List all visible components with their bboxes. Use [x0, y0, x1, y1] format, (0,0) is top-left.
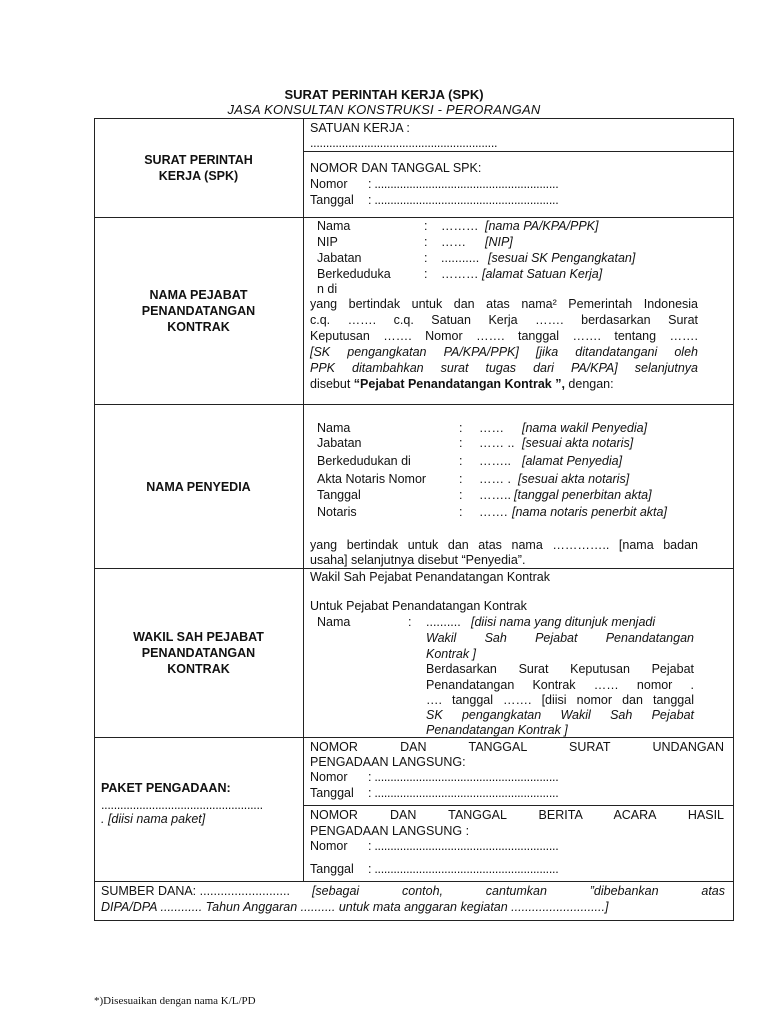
penyedia-field-dots: ……. — [479, 505, 508, 519]
berita-nomor-value: : .......................................................... — [368, 839, 559, 853]
satuan-kerja-label: SATUAN KERJA : — [310, 121, 410, 135]
penyedia-field-dots: …… . — [479, 472, 511, 486]
wakil-dasar-line: SK pengangkatan Wakil Sah Pejabat — [426, 708, 694, 722]
wakil-nama-label: Nama — [317, 615, 351, 629]
penyedia-field-dots: …….. — [479, 488, 511, 502]
penyedia-field-hint: [nama notaris penerbit akta] — [512, 505, 667, 519]
spk-label: SURAT PERINTAH KERJA (SPK) — [144, 153, 253, 183]
penyedia-field-colon: : — [459, 505, 463, 519]
penyedia-field-hint: [sesuai akta notaris] — [522, 436, 634, 450]
undangan-nomor-label: Nomor — [310, 770, 348, 784]
pejabat-label: NAMA PEJABAT PENANDATANGAN KONTRAK — [141, 288, 256, 334]
penyedia-field-colon: : — [459, 454, 463, 468]
penyedia-field-label: Jabatan — [317, 436, 362, 450]
penyedia-field-label: Notaris — [317, 505, 357, 519]
wakil-nama-colon: : — [408, 615, 412, 629]
penyedia-field-dots: …….. — [479, 454, 511, 468]
wakil-label: WAKIL SAH PEJABAT PENANDATANGAN KONTRAK — [133, 630, 264, 676]
wakil-heading: Wakil Sah Pejabat Penandatangan Kontrak — [310, 570, 550, 584]
pejabat-text-line: Keputusan ……. Nomor ……. tanggal ……. tentang ……. — [310, 329, 698, 343]
spk-nomor-label: Nomor — [310, 177, 348, 191]
pejabat-field-dots: ……… — [441, 267, 479, 281]
sumber-dana-line2: DIPA/DPA ............ Tahun Anggaran .......... untuk mata anggaran kegiatan ...........................] — [101, 900, 609, 914]
pejabat-field-label: Berkeduduka — [317, 267, 391, 281]
spk-tanggal-value: : .......................................................... — [368, 193, 559, 207]
pejabat-field-label: NIP — [317, 235, 338, 249]
penyedia-field-dots: …… — [479, 421, 504, 435]
pejabat-text-line: [SK pengangkatan PA/KPA/PPK] [jika ditandatangani oleh — [310, 345, 698, 359]
wakil-dasar-line: Penandatangan Kontrak …… nomor . — [426, 678, 694, 692]
penyedia-field-hint: [nama wakil Penyedia] — [522, 421, 648, 435]
pejabat-field-colon: : — [424, 267, 428, 281]
paket-dots: ................................................... — [101, 798, 263, 812]
wakil-nama-hint: [diisi nama yang ditunjuk menjadi — [471, 615, 656, 629]
pejabat-field-label: Jabatan — [317, 251, 362, 265]
pejabat-field-colon: : — [424, 235, 428, 249]
document-subtitle: JASA KONSULTAN KONSTRUKSI - PERORANGAN — [227, 102, 541, 117]
penyedia-field-label: Tanggal — [317, 488, 361, 502]
berita-tanggal-value: : .......................................................... — [368, 862, 559, 876]
berita-tanggal-label: Tanggal — [310, 862, 354, 876]
wakil-nama-dots: .......... — [426, 615, 461, 629]
pejabat-last-suffix: dengan: — [564, 377, 614, 391]
pejabat-field-hint: [nama PA/KPA/PPK] — [485, 219, 599, 233]
penyedia-field-colon: : — [459, 436, 463, 450]
berita-nomor-label: Nomor — [310, 839, 348, 853]
pejabat-field-dots: ........... — [441, 251, 480, 265]
pejabat-field-colon: : — [424, 219, 428, 233]
berita-heading-line: NOMOR DAN TANGGAL BERITA ACARA HASIL — [310, 808, 724, 822]
sumber-dana-line — [101, 883, 725, 899]
sumber-dana-label: SUMBER DANA: .......................... — [101, 884, 290, 898]
pejabat-field-hint: [sesuai SK Pengangkatan] — [488, 251, 636, 265]
undangan-tanggal-value: : .......................................................... — [368, 786, 559, 800]
wakil-nama-line: Kontrak ] — [426, 647, 477, 661]
wakil-dasar-line: …. tanggal ……. [diisi nomor dan tanggal — [426, 693, 694, 707]
penyedia-field-label: Nama — [317, 421, 351, 435]
penyedia-field-colon: : — [459, 472, 463, 486]
spk-tanggal-label: Tanggal — [310, 193, 354, 207]
wakil-dasar-line: Berdasarkan Surat Keputusan Pejabat — [426, 662, 694, 676]
pejabat-text-line: yang bertindak untuk dan atas nama² Pemerintah Indonesia — [310, 297, 698, 311]
pejabat-text-line: c.q. ……. c.q. Satuan Kerja ……. berdasarkan Surat — [310, 313, 698, 327]
penyedia-field-dots: …… .. — [479, 436, 515, 450]
pejabat-field-dots: ……… — [441, 219, 479, 233]
berita-heading-line: PENGADAAN LANGSUNG : — [310, 824, 470, 838]
pejabat-n-di: n di — [317, 282, 338, 296]
wakil-untuk: Untuk Pejabat Penandatangan Kontrak — [310, 599, 527, 613]
penyedia-field-label: Berkedudukan di — [317, 454, 411, 468]
penyedia-field-hint: [alamat Penyedia] — [522, 454, 623, 468]
satuan-kerja-dots: ........................................................... — [310, 136, 498, 150]
penyedia-text-line: usaha] selanjutnya disebut “Penyedia”. — [310, 553, 526, 567]
penyedia-field-colon: : — [459, 488, 463, 502]
pejabat-field-label: Nama — [317, 219, 351, 233]
pejabat-last-line — [310, 376, 614, 392]
sumber-dana-hint: [sebagai contoh, cantumkan ”dibebankan atas — [311, 884, 725, 898]
document-title: SURAT PERINTAH KERJA (SPK) — [284, 87, 484, 102]
paket-label: PAKET PENGADAAN: — [101, 781, 231, 795]
penyedia-field-colon: : — [459, 421, 463, 435]
spk-nomor-tanggal-heading: NOMOR DAN TANGGAL SPK: — [310, 161, 482, 175]
pejabat-text-line: PPK ditambahkan surat tugas dari PA/KPA] selanjutnya — [310, 361, 698, 375]
spk-nomor-value: : .......................................................... — [368, 177, 559, 191]
pejabat-field-hint: [alamat Satuan Kerja] — [482, 267, 603, 281]
penyedia-field-label: Akta Notaris Nomor — [317, 472, 427, 486]
pejabat-last-prefix: disebut — [310, 377, 354, 391]
undangan-heading-line: NOMOR DAN TANGGAL SURAT UNDANGAN — [310, 740, 724, 754]
penyedia-field-hint: [tanggal penerbitan akta] — [514, 488, 652, 502]
footnote: *)Disesuaikan dengan nama K/L/PD — [94, 995, 256, 1007]
penyedia-field-hint: [sesuai akta notaris] — [518, 472, 630, 486]
penyedia-label: NAMA PENYEDIA — [146, 480, 251, 494]
pejabat-field-dots: …… — [441, 235, 466, 249]
wakil-dasar-line: Penandatangan Kontrak ] — [426, 723, 568, 737]
paket-hint: . [diisi nama paket] — [101, 812, 206, 826]
wakil-nama-line: Wakil Sah Pejabat Penandatangan — [426, 631, 694, 645]
undangan-nomor-value: : .......................................................... — [368, 770, 559, 784]
pejabat-role-name: “Pejabat Penandatangan Kontrak ”, — [353, 377, 565, 391]
pejabat-field-hint: [NIP] — [485, 235, 513, 249]
undangan-tanggal-label: Tanggal — [310, 786, 354, 800]
pejabat-field-colon: : — [424, 251, 428, 265]
undangan-heading-line: PENGADAAN LANGSUNG: — [310, 755, 466, 769]
penyedia-text-line: yang bertindak untuk dan atas nama ………….. [nama badan — [310, 538, 698, 552]
